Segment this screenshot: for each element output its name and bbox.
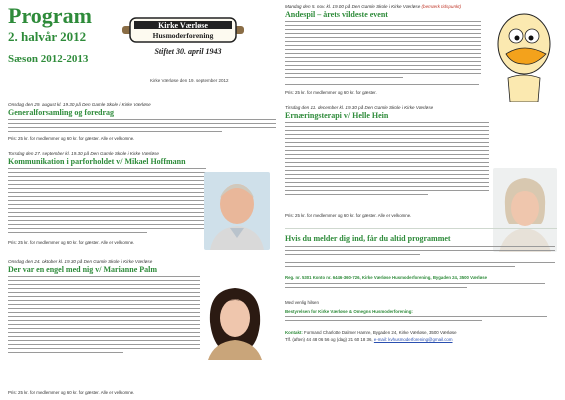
duck-illustration bbox=[488, 6, 558, 102]
logo-line3: Stiftet 30. april 1943 bbox=[154, 47, 222, 56]
event-title: Generalforsamling og foredrag bbox=[8, 108, 115, 117]
woman-portrait-helle bbox=[493, 168, 557, 252]
event-date: Torsdag den 27. september kl. 19.30 på Den Gamle Skole i Kirke Værløse bbox=[8, 151, 159, 156]
event-title: Ernæringsterapi v/ Helle Hein bbox=[285, 111, 389, 120]
event-date: Tirsdag den 11. december kl. 19.30 på Den Gamle Skole i Kirke Værløse bbox=[285, 105, 434, 110]
event-price: Pris: 25 kr. for medlemmer og 60 kr. for gæster. Alle er velkomne. bbox=[8, 136, 135, 141]
membership-body bbox=[285, 246, 555, 258]
logo-line2: Husmoderforening bbox=[152, 31, 214, 40]
woman-portrait-marianne bbox=[200, 282, 270, 360]
event-body-text bbox=[285, 21, 481, 81]
halvar-subtitle: 2. halvår 2012 bbox=[8, 29, 87, 44]
time-note: (bemærk tidspunkt) bbox=[421, 4, 462, 9]
event-title: Andespil – årets vildeste event bbox=[285, 10, 388, 19]
board-members bbox=[285, 316, 547, 324]
logo-caption: Kirke Værløse den 19. september 2012 bbox=[150, 78, 229, 83]
man-portrait bbox=[204, 172, 270, 250]
board-label: Bestyrelsen for Kirke Værløse & Omegns Husmoderforening: bbox=[285, 309, 413, 314]
event-price: Pris: 25 kr. for medlemmer og 60 kr. for gæster. bbox=[285, 90, 377, 95]
membership-body-2 bbox=[285, 262, 555, 270]
contact-line bbox=[285, 330, 457, 335]
association-logo bbox=[118, 4, 248, 76]
contact-phone: Tlf. (aften) 44 48 06 56 og (dag) 21 60 18 36, bbox=[285, 337, 373, 342]
event-price-note bbox=[285, 84, 479, 88]
event-title: Kommunikation i parforholdet v/ Mikael Hoffmann bbox=[8, 157, 186, 166]
membership-title: Hvis du melder dig ind, får du altid programmet bbox=[285, 234, 451, 243]
event-title: Der var en engel med nig v/ Marianne Palm bbox=[8, 265, 158, 274]
season-label: Sæson 2012-2013 bbox=[8, 53, 89, 65]
event-body-text bbox=[285, 122, 489, 198]
contact-phone-line bbox=[285, 337, 453, 342]
section-divider bbox=[285, 228, 557, 229]
event-price: Pris: 25 kr. for medlemmer og 60 kr. for gæster. Alle er velkomne. bbox=[8, 390, 135, 395]
program-title: Program bbox=[8, 3, 92, 28]
membership-body-3 bbox=[285, 283, 545, 291]
event-body-text bbox=[8, 276, 200, 356]
event-date bbox=[285, 4, 461, 9]
event-price: Pris: 25 kr. for medlemmer og 60 kr. for gæster. Alle er velkomne. bbox=[8, 240, 135, 245]
contact-text: Formand Charlotte Dalmer Hamre, Bygaden 24, Kirke Værløse, 3500 Værløse bbox=[304, 330, 457, 335]
event-body-text bbox=[8, 168, 206, 236]
event-body-text bbox=[8, 119, 276, 135]
event-date: Onsdag den 29. august kl. 19.30 på Den Gamle Skole i Kirke Værløse bbox=[8, 102, 151, 107]
email-link[interactable]: e-mail: kvhusmoderforening@gmail.com bbox=[373, 337, 453, 342]
logo-line1: Kirke Værløse bbox=[158, 21, 208, 30]
bank-reg-line: Reg. nr. 5301 Konto nr. 6446-360-726, Kirke Værløse Husmoderforening, Bygaden 24, 3500 Værløse bbox=[285, 275, 488, 280]
closing-greeting: Med venlig hilsen bbox=[285, 300, 319, 305]
event-date-text: Mandag den 5. nov. kl. 19.00 på Den Gamle Skole i Kirke Værløse bbox=[285, 4, 421, 9]
event-price: Pris: 25 kr. for medlemmer og 60 kr. for gæster. Alle er velkomne. bbox=[285, 213, 412, 218]
event-date: Onsdag den 24. oktober kl. 19.30 på Den Gamle Skole i Kirke Værløse bbox=[8, 259, 153, 264]
contact-label: Kontakt: bbox=[285, 330, 303, 335]
